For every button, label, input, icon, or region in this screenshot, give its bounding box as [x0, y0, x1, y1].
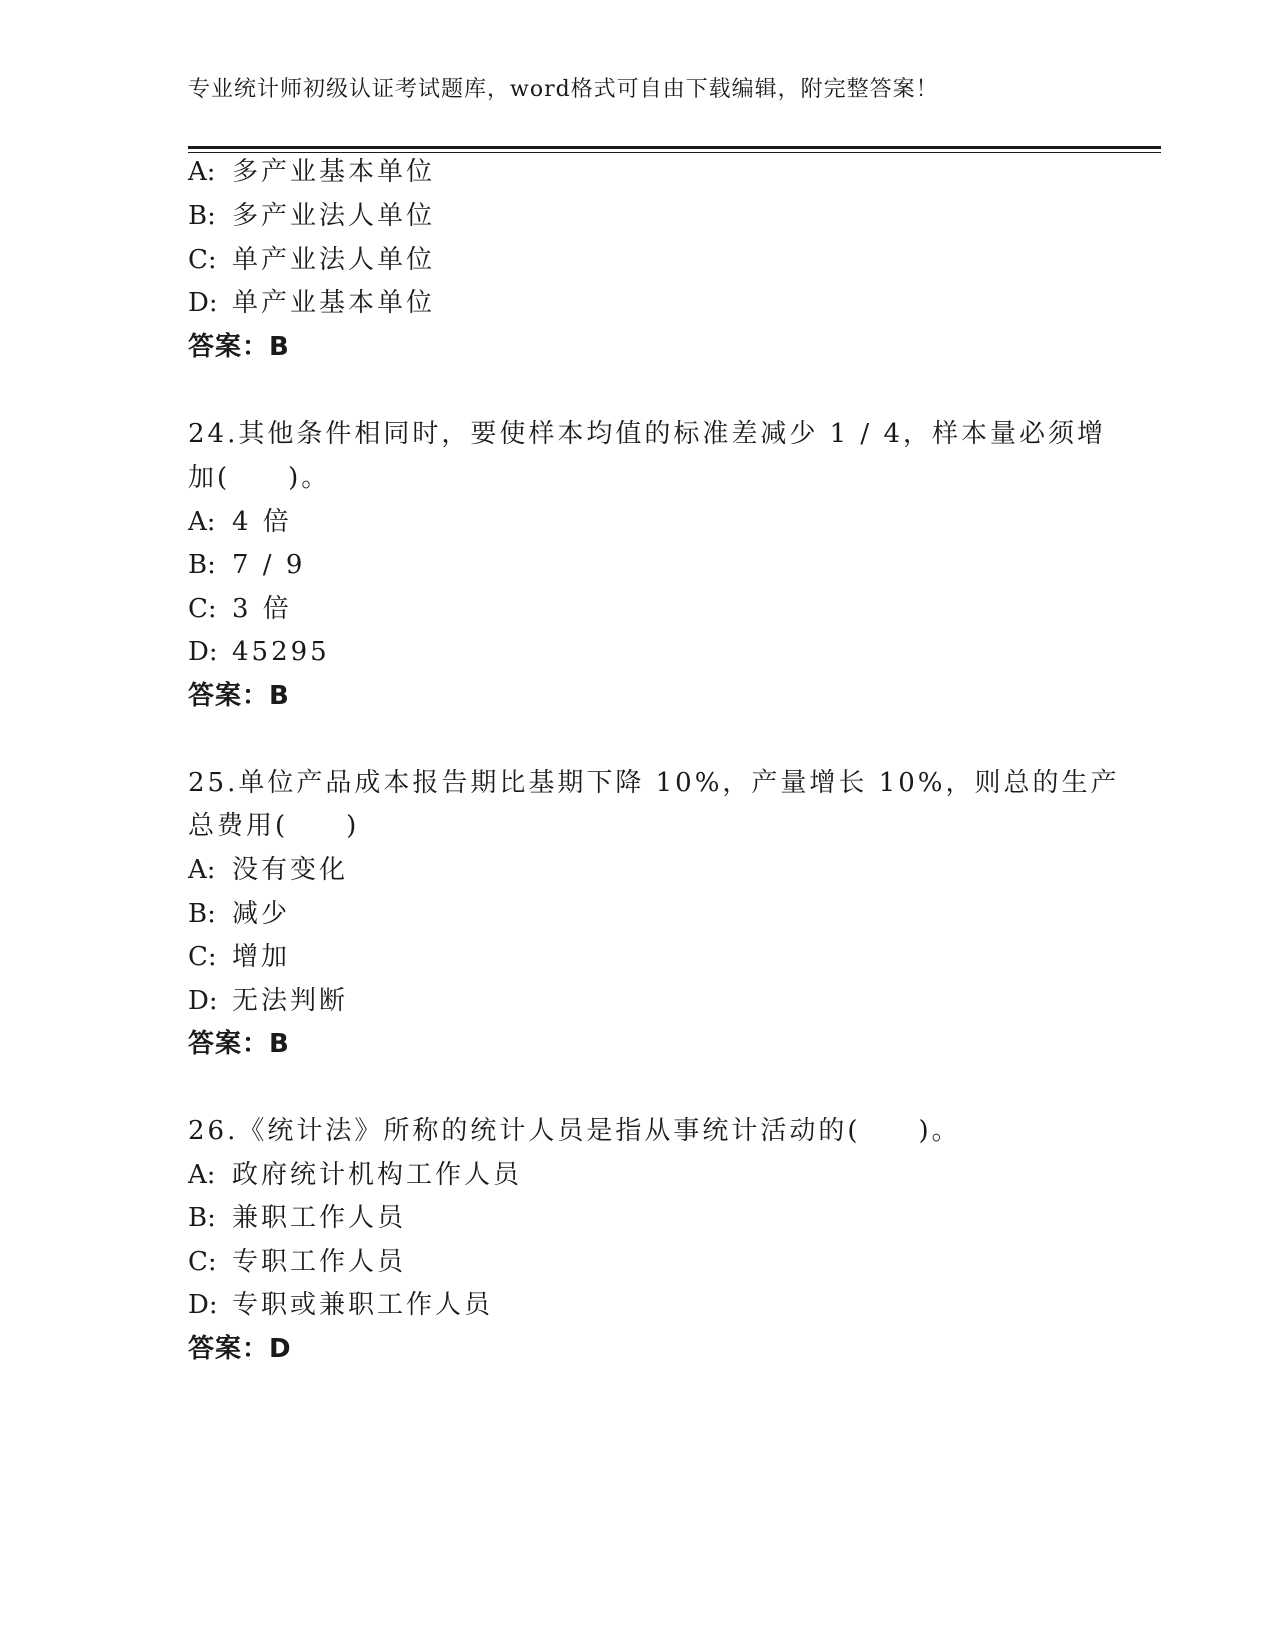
option-text: 多产业法人单位 [232, 201, 436, 231]
q24-option-d [188, 636, 330, 668]
option-letter: B: [188, 1203, 216, 1233]
option-a [188, 156, 435, 188]
option-letter: B: [188, 899, 216, 929]
option-text: 兼职工作人员 [232, 1203, 407, 1233]
q25-option-c [188, 941, 290, 973]
option-letter: A: [188, 507, 216, 537]
q25-answer: 答案：B [188, 1029, 290, 1059]
option-text: 单产业基本单位 [232, 288, 436, 318]
option-letter: D: [188, 1290, 218, 1320]
q25-option-b [188, 898, 290, 930]
option-text: 专职或兼职工作人员 [232, 1290, 494, 1320]
option-b [188, 200, 435, 232]
q26-option-c [188, 1246, 406, 1278]
option-text: 45295 [232, 637, 330, 667]
question-25-stem-line2: 总费用( ) [188, 811, 360, 841]
option-letter: A: [188, 1160, 216, 1190]
page-header: 专业统计师初级认证考试题库，word格式可自由下载编辑，附完整答案！ [188, 77, 939, 102]
question-25-stem-line1: 25.单位产品成本报告期比基期下降 10%，产量增长 10%，则总的生产 [188, 768, 1120, 798]
option-text: 单产业法人单位 [232, 245, 436, 275]
option-letter: A: [188, 855, 216, 885]
option-text: 无法判断 [232, 986, 349, 1016]
option-text: 多产业基本单位 [232, 157, 436, 187]
q24-answer: 答案：B [188, 681, 290, 711]
q24-option-c [188, 593, 292, 625]
question-26-stem-line1: 26.《统计法》所称的统计人员是指从事统计活动的( )。 [188, 1116, 961, 1146]
header-rule-thin [188, 152, 1161, 153]
option-letter: D: [188, 288, 218, 318]
header-rule-thick [188, 146, 1161, 149]
q26-answer: 答案：D [188, 1334, 292, 1364]
option-text: 减少 [232, 899, 291, 929]
option-letter: B: [188, 550, 216, 580]
q24-option-b [188, 549, 305, 581]
option-c [188, 244, 435, 276]
option-letter: C: [188, 942, 217, 972]
q26-option-a [188, 1159, 522, 1191]
option-letter: D: [188, 986, 218, 1016]
option-text: 4 倍 [232, 507, 292, 537]
option-letter: C: [188, 1247, 217, 1277]
option-letter: B: [188, 201, 216, 231]
q24-option-a [188, 506, 292, 538]
answer-line: 答案：B [188, 332, 290, 362]
option-letter: C: [188, 245, 217, 275]
option-text: 没有变化 [232, 855, 349, 885]
q26-option-d [188, 1289, 493, 1321]
q25-option-a [188, 854, 348, 886]
option-d [188, 287, 435, 319]
option-text: 7 / 9 [232, 550, 306, 580]
option-letter: C: [188, 594, 217, 624]
q26-option-b [188, 1202, 406, 1234]
option-letter: D: [188, 637, 218, 667]
question-24-stem-line2: 加( )。 [188, 463, 331, 493]
option-text: 3 倍 [232, 594, 292, 624]
option-letter: A: [188, 157, 216, 187]
option-text: 政府统计机构工作人员 [232, 1160, 523, 1190]
q25-option-d [188, 985, 348, 1017]
question-24-stem-line1: 24.其他条件相同时，要使样本均值的标准差减少 1 / 4，样本量必须增 [188, 419, 1106, 449]
option-text: 专职工作人员 [232, 1247, 407, 1277]
option-text: 增加 [232, 942, 291, 972]
